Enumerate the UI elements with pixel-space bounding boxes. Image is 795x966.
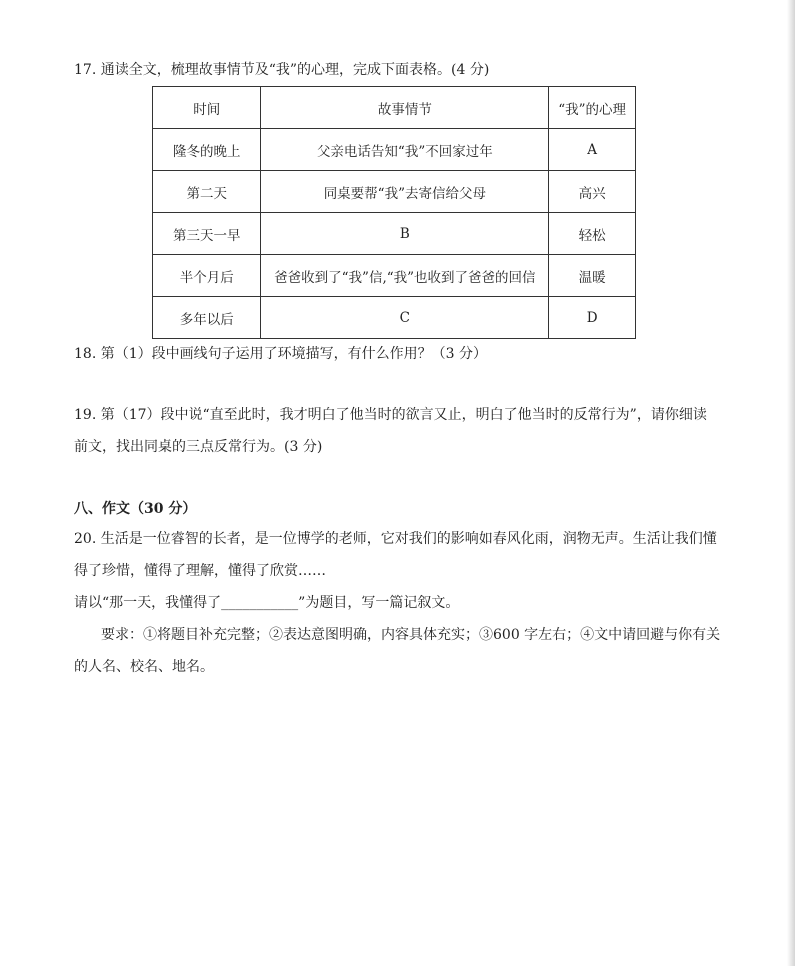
table-row xyxy=(153,171,636,213)
page-edge-shadow xyxy=(787,0,795,966)
question-17-prompt: 17. 通读全文，梳理故事情节及“我”的心理，完成下面表格。(4 分) xyxy=(74,62,490,78)
section-8-heading: 八、作文（30 分） xyxy=(74,501,197,517)
table-cell: 半个月后 xyxy=(153,255,261,297)
question-19-line-1: 19. 第（17）段中说“直至此时，我才明白了他当时的欲言又止，明白了他当时的反常行为”，请你细读 xyxy=(74,407,707,423)
question-19-line-2: 前文，找出同桌的三点反常行为。(3 分) xyxy=(74,439,323,455)
table-cell: 第二天 xyxy=(153,171,261,213)
header-plot: 故事情节 xyxy=(261,87,549,129)
table-header-row xyxy=(153,87,636,129)
table-cell: 爸爸收到了“我”信,“我”也收到了爸爸的回信 xyxy=(261,255,549,297)
table-row xyxy=(153,255,636,297)
table-cell: 轻松 xyxy=(549,213,636,255)
table-cell: 父亲电话告知“我”不回家过年 xyxy=(261,129,549,171)
table-row xyxy=(153,129,636,171)
table-cell: 隆冬的晚上 xyxy=(153,129,261,171)
table-cell: D xyxy=(549,297,636,339)
table-row xyxy=(153,213,636,255)
table-row xyxy=(153,297,636,339)
table-cell: A xyxy=(549,129,636,171)
table-cell: 高兴 xyxy=(549,171,636,213)
question-20-line-1: 20. 生活是一位睿智的长者，是一位博学的老师，它对我们的影响如春风化雨，润物无声。生活让我们懂 xyxy=(74,531,717,547)
table-cell: 温暖 xyxy=(549,255,636,297)
table-cell: C xyxy=(261,297,549,339)
question-20-title-prompt: 请以“那一天，我懂得了___________”为题目，写一篇记叙文。 xyxy=(74,595,460,611)
header-time: 时间 xyxy=(153,87,261,129)
requirements-line-1: 要求：①将题目补充完整；②表达意图明确，内容具体充实；③600 字左右；④文中请回避与你有关 xyxy=(101,627,721,643)
requirements-line-2: 的人名、校名、地名。 xyxy=(74,659,214,675)
story-table xyxy=(152,86,636,339)
table-cell: 第三天一早 xyxy=(153,213,261,255)
question-18: 18. 第（1）段中画线句子运用了环境描写，有什么作用？（3 分） xyxy=(74,346,487,362)
table-cell: B xyxy=(261,213,549,255)
header-feeling: “我”的心理 xyxy=(549,87,636,129)
table-cell: 同桌要帮“我”去寄信给父母 xyxy=(261,171,549,213)
question-20-line-2: 得了珍惜，懂得了理解，懂得了欣赏…… xyxy=(74,563,326,579)
table-cell: 多年以后 xyxy=(153,297,261,339)
